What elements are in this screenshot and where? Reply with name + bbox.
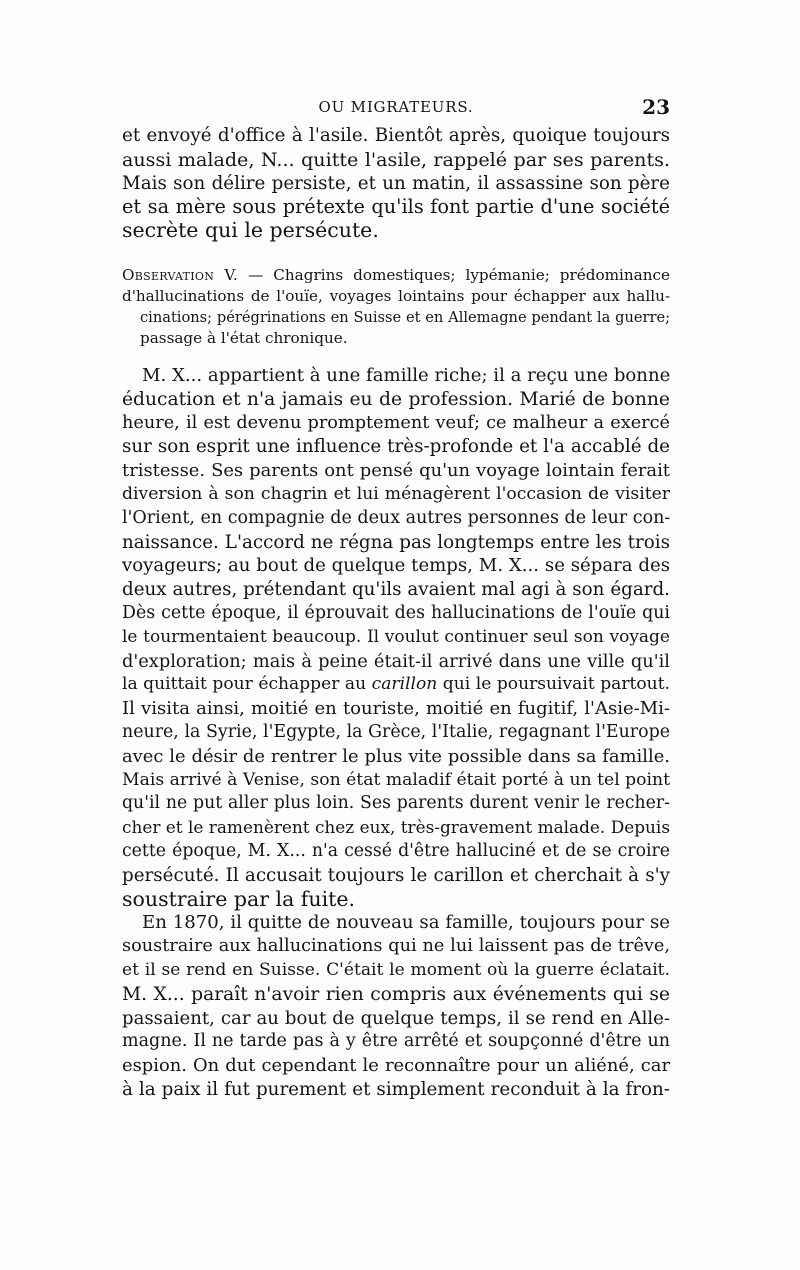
text-line: Dès cette époque, il éprouvait des hallucinations de l'ouïe qui [122,602,670,623]
text-line-with-italic [122,673,670,697]
text-line: cette époque, M. X... n'a cessé d'être halluciné et de se croire [122,840,670,861]
text-line: Mais arrivé à Venise, son état maladif était porté à un tel point [122,769,670,790]
text-line: persécuté. Il accusait toujours le carillon et cherchait à s'y [122,864,670,886]
text-line: En 1870, il quitte de nouveau sa famille, toujours pour se [142,912,670,934]
observation-heading [122,265,670,349]
text-line: Il visita ainsi, moitié en touriste, moitié en fugitif, l'Asie-Mi- [122,698,670,720]
text-line: magne. Il ne tarde pas à y être arrêté et soupçonné d'être un [122,1031,670,1052]
text-line: soustraire par la fuite. [122,886,356,911]
text-line: d'exploration; mais à peine était-il arrivé dans une ville qu'il [122,650,670,672]
text-fragment: la quittait pour échapper au [122,674,372,695]
text-line: le tourmentaient beaucoup. Il voulut continuer seul son voyage [122,626,670,647]
running-title: OU MIGRATEURS. [318,98,474,116]
text-line: passaient, car au bout de quelque temps, il se rend en Alle- [122,1007,670,1029]
text-line: à la paix il fut purement et simplement reconduit à la fron- [122,1078,670,1100]
text-line: naissance. L'accord ne régna pas longtemps entre les trois [122,531,670,553]
text-line: secrète qui le persécute. [122,218,379,243]
paragraph-3 [122,911,670,1101]
text-line: tristesse. Ses parents ont pensé qu'un voyage lointain ferait [122,460,670,482]
observation-summary: Chagrins domestiques; lypémanie; prédominance [273,265,670,284]
text-line: voyageurs; au bout de quelque temps, M. X... se sépara des [122,555,670,577]
text-line: l'Orient, en compagnie de deux autres personnes de leur con- [122,507,671,528]
text-line: aussi malade, N... quitte l'asile, rappelé par ses parents. [122,147,670,171]
page-header [122,95,670,122]
paragraph-2 [122,364,670,911]
text-line: avec le désir de rentrer le plus vite possible dans sa famille. [122,745,670,767]
observation-dash: — [248,265,264,284]
text-line: M. X... paraît n'avoir rien compris aux événements qui se [122,983,670,1005]
text-line: neure, la Syrie, l'Egypte, la Grèce, l'Italie, regagnant l'Europe [122,721,670,742]
observation-line: passage à l'état chronique. [140,328,348,347]
paragraph-1 [122,124,670,243]
observation-line: cinations; pérégrinations en Suisse et en Allemagne pendant la guerre; [140,308,670,326]
text-line: et envoyé d'office à l'asile. Bientôt après, quoique toujours [122,125,670,146]
text-line: deux autres, prétendant qu'ils avaient mal agi à son égard. [122,579,670,601]
page-number: 23 [642,95,670,119]
text-line: cher et le ramenèrent chez eux, très-gravement malade. Depuis [122,817,670,838]
text-line: espion. On dut cependant le reconnaître pour un aliéné, car [122,1055,670,1077]
text-line: et sa mère sous prétexte qu'ils font partie d'une société [122,195,670,219]
text-line: soustraire aux hallucinations qui ne lui laissent pas de trêve, [122,936,670,957]
text-line: qu'il ne put aller plus loin. Ses parents durent venir le recher- [122,793,670,814]
text-line: M. X... appartient à une famille riche; il a reçu une bonne [142,364,671,386]
observation-label: Observation V. [122,265,239,284]
text-line: éducation et n'a jamais eu de profession. Marié de bonne [122,388,670,410]
text-line: heure, il est devenu promptement veuf; ce malheur a exercé [122,412,670,433]
text-line: diversion à son chagrin et lui ménagèrent l'occasion de visiter [122,483,670,504]
observation-line: d'hallucinations de l'ouïe, voyages lointains pour échapper aux hallu- [122,286,670,305]
text-fragment: qui le poursuivait partout. [437,674,670,695]
text-line: et il se rend en Suisse. C'était le moment où la guerre éclatait. [122,959,670,980]
text-block [122,124,670,1102]
text-line: Mais son délire persiste, et un matin, il assassine son père [122,172,670,194]
italic-word: carillon [371,674,438,695]
observation-first-line [122,265,670,286]
text-line: sur son esprit une influence très-profonde et l'a accablé de [122,436,670,458]
